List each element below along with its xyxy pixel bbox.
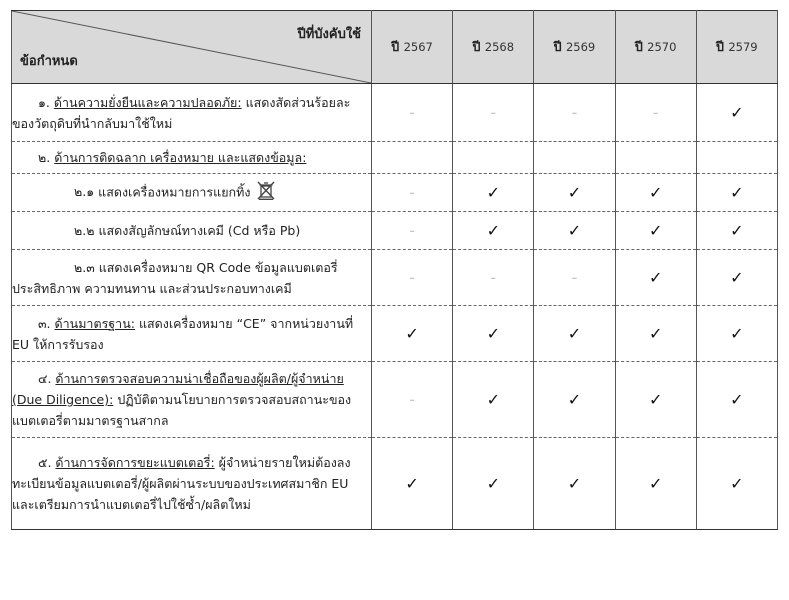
year-cell: -	[372, 362, 453, 438]
year-cell	[453, 142, 534, 174]
year-cell: ✓	[453, 212, 534, 250]
year-cell: -	[615, 84, 696, 142]
table-row	[12, 250, 778, 306]
year-cell: ✓	[696, 174, 777, 212]
table-row	[12, 306, 778, 362]
year-cell: ✓	[372, 438, 453, 530]
requirement-cell: ๑. ด้านความยั่งยืนและความปลอดภัย: แสดงสัดส่วนร้อยละของวัตถุดิบที่นำกลับมาใช้ใหม่	[12, 84, 372, 142]
year-cell: ✓	[696, 212, 777, 250]
year-cell: ✓	[372, 306, 453, 362]
year-cell: -	[534, 84, 615, 142]
requirement-cell: ๒.๓ แสดงเครื่องหมาย QR Code ข้อมูลแบตเตอรี่ประสิทธิภาพ ความทนทาน และส่วนประกอบทางเคมี	[12, 250, 372, 306]
year-header-2579: ปี 2579	[696, 11, 777, 84]
effective-year-label: ปีที่บังคับใช้	[297, 27, 361, 42]
table-row	[12, 362, 778, 438]
year-cell: ✓	[453, 306, 534, 362]
year-cell: ✓	[615, 250, 696, 306]
year-cell: -	[453, 84, 534, 142]
year-cell: ✓	[615, 362, 696, 438]
year-cell: ✓	[453, 174, 534, 212]
year-header-2567: ปี 2567	[372, 11, 453, 84]
requirement-cell: ๒.๑ แสดงเครื่องหมายการแยกทิ้ง	[12, 174, 372, 212]
year-cell: ✓	[696, 362, 777, 438]
year-header-2568: ปี 2568	[453, 11, 534, 84]
requirement-cell: ๕. ด้านการจัดการขยะแบตเตอรี่: ผู้จำหน่ายรายใหม่ต้องลงทะเบียนข้อมูลแบตเตอรี่/ผู้ผลิตผ่านระบบของประเทศสมาชิก EU และเตรียมการนำแบตเตอรี่ไปใช้ซ้ำ/ผลิตใหม่	[12, 438, 372, 530]
year-cell	[615, 142, 696, 174]
diagonal-divider	[12, 11, 371, 83]
year-cell: ✓	[453, 438, 534, 530]
table-row	[12, 212, 778, 250]
year-header-2570: ปี 2570	[615, 11, 696, 84]
year-cell: -	[372, 174, 453, 212]
table-row	[12, 84, 778, 142]
year-cell	[534, 142, 615, 174]
header-row	[12, 11, 778, 84]
year-cell: ✓	[696, 84, 777, 142]
year-cell: ✓	[696, 250, 777, 306]
year-cell: ✓	[696, 438, 777, 530]
table-row	[12, 174, 778, 212]
year-cell: ✓	[615, 212, 696, 250]
year-cell: ✓	[534, 362, 615, 438]
year-cell: -	[372, 84, 453, 142]
year-cell: ✓	[696, 306, 777, 362]
year-cell: ✓	[615, 306, 696, 362]
year-cell: -	[372, 212, 453, 250]
requirement-cell: ๔. ด้านการตรวจสอบความน่าเชื่อถือของผู้ผลิต/ผู้จำหน่าย (Due Diligence): ปฏิบัติตามนโยบายการตรวจสอบสถานะของแบตเตอรี่ตามมาตรฐานสากล	[12, 362, 372, 438]
requirement-cell: ๒. ด้านการติดฉลาก เครื่องหมาย และแสดงข้อมูล:	[12, 142, 372, 174]
requirements-table	[11, 10, 778, 530]
year-cell: ✓	[453, 362, 534, 438]
requirement-cell: ๒.๒ แสดงสัญลักษณ์ทางเคมี (Cd หรือ Pb)	[12, 212, 372, 250]
requirement-label: ข้อกำหนด	[20, 54, 78, 69]
year-cell: ✓	[534, 212, 615, 250]
year-cell: -	[534, 250, 615, 306]
year-cell: ✓	[615, 174, 696, 212]
corner-header-cell	[12, 11, 372, 84]
year-cell	[372, 142, 453, 174]
table-row	[12, 142, 778, 174]
year-header-2569: ปี 2569	[534, 11, 615, 84]
year-cell: ✓	[615, 438, 696, 530]
requirement-cell: ๓. ด้านมาตรฐาน: แสดงเครื่องหมาย “CE” จากหน่วยงานที่ EU ให้การรับรอง	[12, 306, 372, 362]
year-cell: -	[372, 250, 453, 306]
year-cell: ✓	[534, 438, 615, 530]
crossed-out-bin-icon	[256, 180, 276, 206]
year-cell	[696, 142, 777, 174]
year-cell: ✓	[534, 174, 615, 212]
year-cell: ✓	[534, 306, 615, 362]
year-cell: -	[453, 250, 534, 306]
table-row	[12, 438, 778, 530]
